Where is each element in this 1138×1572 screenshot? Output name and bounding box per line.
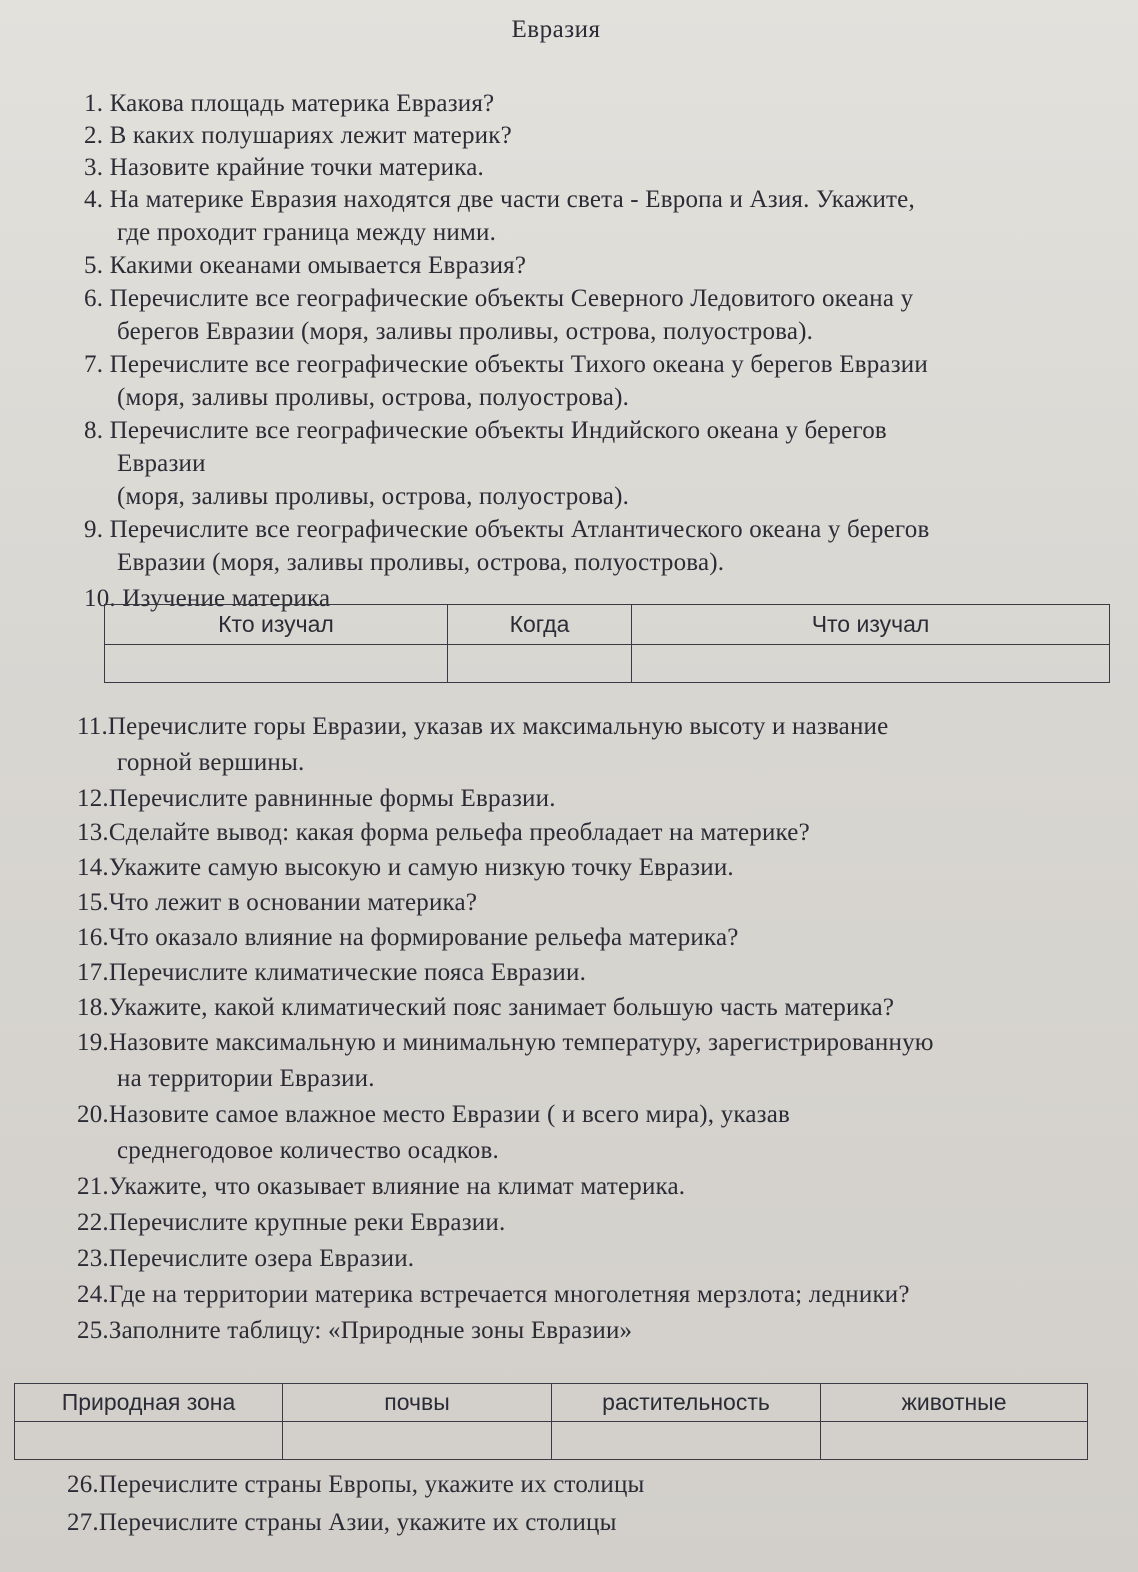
question-27: 27.Перечислите страны Азии, укажите их столицы	[67, 1509, 617, 1536]
question-11: 11.Перечислите горы Евразии, указав их максимальную высоту и название	[77, 713, 889, 740]
table-cell[interactable]	[448, 645, 632, 683]
table-cell[interactable]	[105, 645, 448, 683]
question-7: 7. Перечислите все географические объекты Тихого океана у берегов Евразии	[84, 351, 928, 378]
question-26: 26.Перечислите страны Европы, укажите их столицы	[67, 1471, 645, 1498]
question-24: 24.Где на территории материка встречается многолетняя мерзлота; ледники?	[77, 1281, 910, 1308]
table-cell[interactable]	[15, 1422, 283, 1460]
table-cell[interactable]	[821, 1422, 1088, 1460]
table-cell[interactable]	[632, 645, 1110, 683]
question-9-cont: Евразии (моря, заливы проливы, острова, полуострова).	[117, 549, 725, 576]
question-23: 23.Перечислите озера Евразии.	[77, 1245, 415, 1272]
question-7-cont: (моря, заливы проливы, острова, полуострова).	[117, 384, 630, 411]
question-19-cont: на территории Евразии.	[117, 1065, 375, 1092]
explorers-table	[104, 604, 1110, 683]
question-8-cont-2: (моря, заливы проливы, острова, полуострова).	[117, 483, 630, 510]
question-9: 9. Перечислите все географические объекты Атлантического океана у берегов	[84, 516, 930, 543]
question-12: 12.Перечислите равнинные формы Евразии.	[77, 785, 556, 812]
page-title: Евразия	[511, 16, 601, 43]
header-natural-zone: Природная зона	[15, 1384, 283, 1422]
header-when: Когда	[448, 605, 632, 645]
header-animals: животные	[821, 1384, 1088, 1422]
question-5: 5. Какими океанами омывается Евразия?	[84, 252, 527, 279]
natural-zones-table	[14, 1383, 1088, 1460]
question-3: 3. Назовите крайние точки материка.	[84, 154, 484, 181]
question-25: 25.Заполните таблицу: «Природные зоны Евразии»	[77, 1317, 633, 1344]
question-18: 18.Укажите, какой климатический пояс занимает большую часть материка?	[77, 994, 895, 1021]
question-6-cont: берегов Евразии (моря, заливы проливы, острова, полуострова).	[117, 318, 814, 345]
question-21: 21.Укажите, что оказывает влияние на климат материка.	[77, 1173, 686, 1200]
question-17: 17.Перечислите климатические пояса Евразии.	[77, 959, 587, 986]
header-who: Кто изучал	[105, 605, 448, 645]
question-14: 14.Укажите самую высокую и самую низкую точку Евразии.	[77, 854, 734, 881]
table-cell[interactable]	[552, 1422, 821, 1460]
header-what: Что изучал	[632, 605, 1110, 645]
question-15: 15.Что лежит в основании материка?	[77, 889, 478, 916]
question-4: 4. На материке Евразия находятся две части света - Европа и Азия. Укажите,	[84, 186, 915, 213]
question-6: 6. Перечислите все географические объекты Северного Ледовитого океана у	[84, 285, 914, 312]
question-20-cont: среднегодовое количество осадков.	[117, 1137, 499, 1164]
question-1: 1. Какова площадь материка Евразия?	[84, 90, 495, 117]
header-vegetation: растительность	[552, 1384, 821, 1422]
question-11-cont: горной вершины.	[117, 749, 305, 776]
question-16: 16.Что оказало влияние на формирование рельефа материка?	[77, 924, 739, 951]
question-13: 13.Сделайте вывод: какая форма рельефа преобладает на материке?	[77, 819, 810, 846]
question-8-cont: Евразии	[117, 450, 206, 477]
question-8: 8. Перечислите все географические объекты Индийского океана у берегов	[84, 417, 887, 444]
question-10: 10. Изучение материка	[84, 585, 331, 612]
question-22: 22.Перечислите крупные реки Евразии.	[77, 1209, 506, 1236]
question-2: 2. В каких полушариях лежит материк?	[84, 122, 512, 149]
header-soils: почвы	[283, 1384, 552, 1422]
table-cell[interactable]	[283, 1422, 552, 1460]
question-20: 20.Назовите самое влажное место Евразии ( и всего мира), указав	[77, 1101, 791, 1128]
question-4-cont: где проходит граница между ними.	[117, 219, 497, 246]
question-19: 19.Назовите максимальную и минимальную температуру, зарегистрированную	[77, 1029, 934, 1056]
